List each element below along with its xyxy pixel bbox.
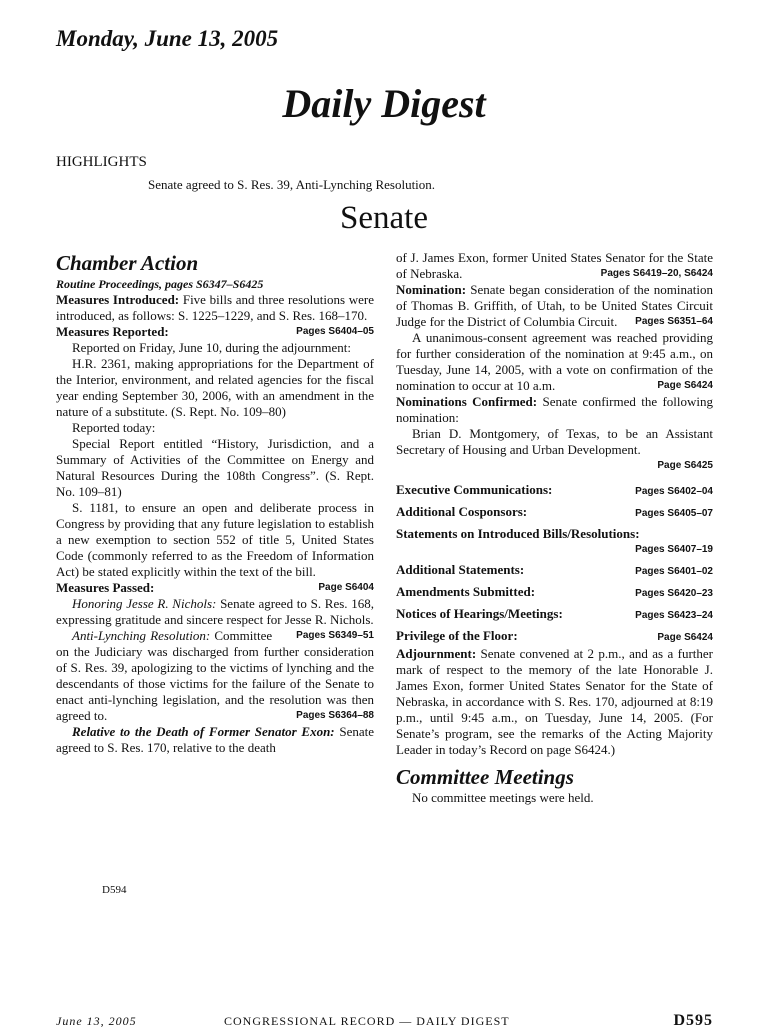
page-ref: Pages S6402–04 bbox=[635, 486, 713, 497]
page-ref: Pages S6349–51 bbox=[296, 630, 374, 641]
passed-item-title: Anti-Lynching Resolution: bbox=[72, 628, 211, 643]
nomination-text: Senate began consideration of the nomination of Thomas B. Griffith, of Utah, to be United States Circuit Judge for the District of Columbia Circuit. bbox=[396, 282, 714, 329]
ref-row bbox=[396, 482, 713, 500]
chamber-heading: Senate bbox=[340, 200, 428, 236]
measures-introduced-text: Five bills and three resolutions were introduced, as follows: S. 1225–1229, and S. Res. 168–170. bbox=[56, 292, 374, 323]
measures-reported-label: Measures Reported: bbox=[56, 324, 169, 339]
committee-meetings-heading: Committee Meetings bbox=[396, 765, 574, 789]
passed-item-title: Relative to the Death of Former Senator Exon: bbox=[72, 724, 335, 739]
passed-item-text: Senate agreed to S. Res. 170, relative to the death bbox=[56, 724, 375, 755]
footer-date: June 13, 2005 bbox=[56, 1014, 137, 1028]
ref-label: Additional Statements: bbox=[396, 562, 525, 577]
nominations-confirmed-label: Nominations Confirmed: bbox=[396, 394, 538, 409]
nomination bbox=[396, 282, 713, 330]
page-ref: Page S6424 bbox=[657, 632, 713, 643]
nominations-confirmed bbox=[396, 394, 713, 426]
ref-row bbox=[396, 584, 713, 602]
ref-row bbox=[396, 628, 713, 646]
folio: D594 bbox=[102, 884, 127, 896]
paragraph: Special Report entitled “History, Jurisdiction, and a Summary of Activities of the Committee on Energy and Natural Resources During the 108th Congress”. (S. Rept. No. 109–81) bbox=[56, 436, 374, 499]
footer-page: D595 bbox=[673, 1012, 713, 1029]
adjournment-label: Adjournment: bbox=[396, 646, 477, 661]
ref-label: Additional Cosponsors: bbox=[396, 504, 528, 519]
chamber-action-heading: Chamber Action bbox=[56, 251, 199, 275]
adjournment-text: Senate convened at 2 p.m., and as a further mark of respect to the memory of the late Honorable J. James Exon, former United States Senator for the State of Nebraska, in accordance with S. Res. 170, adjourned at 8:19 p.m., until 9:45 a.m., on Tuesday, June 14, 2005. (For Senate’s program, see the remarks of the Acting Majority Leader in today’s Record on page S6424.) bbox=[396, 646, 713, 757]
page-ref: Pages S6423–24 bbox=[635, 610, 713, 621]
page-ref: Pages S6420–23 bbox=[635, 588, 713, 599]
footer-title: CONGRESSIONAL RECORD — DAILY DIGEST bbox=[224, 1014, 510, 1028]
page-ref: Pages S6405–07 bbox=[635, 508, 713, 519]
ref-label: Notices of Hearings/Meetings: bbox=[396, 606, 563, 621]
page-ref: Pages S6364–88 bbox=[296, 710, 374, 721]
nominations-confirmed-text: Senate confirmed the following nomination: bbox=[396, 394, 713, 425]
passed-item bbox=[56, 724, 374, 756]
page-ref: Page S6424 bbox=[657, 380, 713, 391]
right-column bbox=[396, 250, 713, 806]
paragraph: Brian D. Montgomery, of Texas, to be an Assistant Secretary of Housing and Urban Development. bbox=[396, 426, 713, 457]
ref-row bbox=[396, 562, 713, 580]
ref-row bbox=[396, 606, 713, 624]
paragraph: H.R. 2361, making appropriations for the Department of the Interior, environment, and related agencies for the fiscal year ending September 30, 2006, with an amendment in the nature of a substitute. (S. Rept. No. 109–80) bbox=[56, 356, 374, 419]
routine-proceedings: Routine Proceedings, pages S6347–S6425 bbox=[56, 277, 264, 291]
page-ref: Pages S6407–19 bbox=[635, 544, 713, 555]
page-ref: Page S6425 bbox=[657, 460, 713, 471]
passed-item-text: Senate agreed to S. Res. 168, expressing gratitude and sincere respect for Jesse R. Nichols. bbox=[56, 596, 375, 627]
ref-label: Executive Communications: bbox=[396, 482, 553, 497]
page-ref: Pages S6404–05 bbox=[296, 326, 374, 337]
passed-item-text: Committee on the Judiciary was discharged from further consideration of S. Res. 39, apologizing to the victims of lynching and the descendants of those victims for the failure of the Senate to enact anti-lynching legislation, and the resolution was then agreed to. bbox=[56, 628, 374, 723]
measures-passed-label: Measures Passed: bbox=[56, 580, 155, 595]
continued-text bbox=[396, 250, 713, 282]
paragraph bbox=[396, 330, 713, 394]
paragraph-text: A unanimous-consent agreement was reached providing for further consideration of the nomination at 9:45 a.m., on Tuesday, June 14, 2005, with a vote on confirmation of the nomination to occur at 10 a.m. bbox=[396, 330, 713, 393]
ref-row bbox=[396, 526, 713, 558]
ref-label: Statements on Introduced Bills/Resolutions: bbox=[396, 526, 640, 541]
page-ref: Pages S6351–64 bbox=[635, 316, 713, 327]
page-ref: Pages S6419–20, S6424 bbox=[600, 268, 713, 279]
ref-row bbox=[396, 504, 713, 522]
nomination-label: Nomination: bbox=[396, 282, 467, 297]
page-ref: Page S6404 bbox=[318, 582, 374, 593]
passed-item-title: Honoring Jesse R. Nichols: bbox=[72, 596, 217, 611]
left-column bbox=[56, 250, 374, 756]
page-title: Daily Digest bbox=[282, 81, 486, 126]
paragraph: Reported on Friday, June 10, during the adjournment: bbox=[72, 340, 351, 355]
ref-label: Amendments Submitted: bbox=[396, 584, 536, 599]
continued-text-body: of J. James Exon, former United States Senator for the State of Nebraska. bbox=[396, 250, 713, 281]
paragraph: Reported today: bbox=[72, 420, 156, 435]
committee-meetings-text: No committee meetings were held. bbox=[412, 790, 594, 805]
adjournment bbox=[396, 646, 713, 758]
highlights-label: HIGHLIGHTS bbox=[56, 154, 147, 170]
issue-date: Monday, June 13, 2005 bbox=[56, 26, 279, 51]
measures-introduced-label: Measures Introduced: bbox=[56, 292, 180, 307]
page-ref: Pages S6401–02 bbox=[635, 566, 713, 577]
highlights-text: Senate agreed to S. Res. 39, Anti-Lynching Resolution. bbox=[148, 177, 436, 192]
paragraph-text: S. 1181, to ensure an open and deliberate process in Congress by providing that any future legislation to establish a new exemption to section 552 of title 5, United States Code (commonly referred to as the Freedom of Information Act) be stated explicitly within the text of the bill. bbox=[56, 500, 374, 579]
ref-label: Privilege of the Floor: bbox=[396, 628, 518, 643]
